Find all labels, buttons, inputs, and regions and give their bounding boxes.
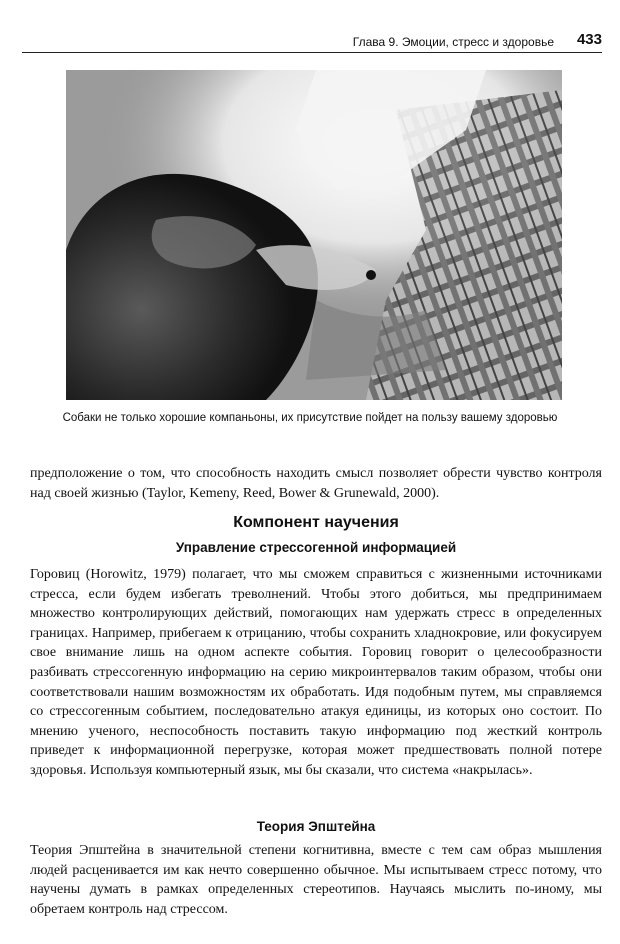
page-number: 433 <box>576 31 602 48</box>
subheading-epstein-theory: Теория Эпштейна <box>256 819 376 834</box>
paragraph-1: предположение о том, что способность находить смысл позволяет обрести чувство контроля над своей жизнью (Taylor, Kemeny, Reed, Bower & Grunewald, 2000). <box>30 466 602 501</box>
figure-caption: Собаки не только хорошие компаньоны, их присутствие пойдет на пользу вашему здоровью <box>62 412 558 424</box>
dog-photo <box>66 70 562 400</box>
running-head: Глава 9. Эмоции, стресс и здоровье <box>352 35 554 49</box>
paragraph-2: Горовиц (Horowitz, 1979) полагает, что мы сможем справиться с жизненными источниками стресса, если будем избегать треволнений. Чтобы этого добиться, мы предпринимаем множество контролирующих действий, помогающих нам удержать стресс в определенных границах. Например, прибегаем к отрицанию, чтобы сохранить хладнокровие, или фокусируем свое внимание лишь на одном аспекте события. Горовиц говорит о целесообразности разбивать стрессогенную информацию на серию микроинтервалов таким образом, чтобы они соответствовали нашим возможностям их обработать. Идя подобным путем, мы справляемся со стрессогенным событием, последовательно атакуя единицы, из которых оно состоит. По мнению ученого, неспособность поставить такую информацию под жесткий контроль приведет к информационной перегрузке, которая может предшествовать полной потере здоровья. Используя компьютерный язык, мы бы сказали, что система «накрылась». <box>30 567 602 778</box>
subheading-stress-information: Управление стрессогенной информацией <box>175 540 457 555</box>
dog-photo-illustration <box>66 70 562 400</box>
paragraph-3: Теория Эпштейна в значительной степени когнитивна, вместе с тем сам образ мышления людей расценивается им как нечто совершенно обычное. Мы испытываем стресс потому, что научены думать в рамках определенных стереотипов. Научаясь мыслить по-иному, мы обретаем контроль над стрессом. <box>30 843 602 917</box>
section-heading: Компонент научения <box>233 514 399 531</box>
page-header <box>22 30 602 53</box>
